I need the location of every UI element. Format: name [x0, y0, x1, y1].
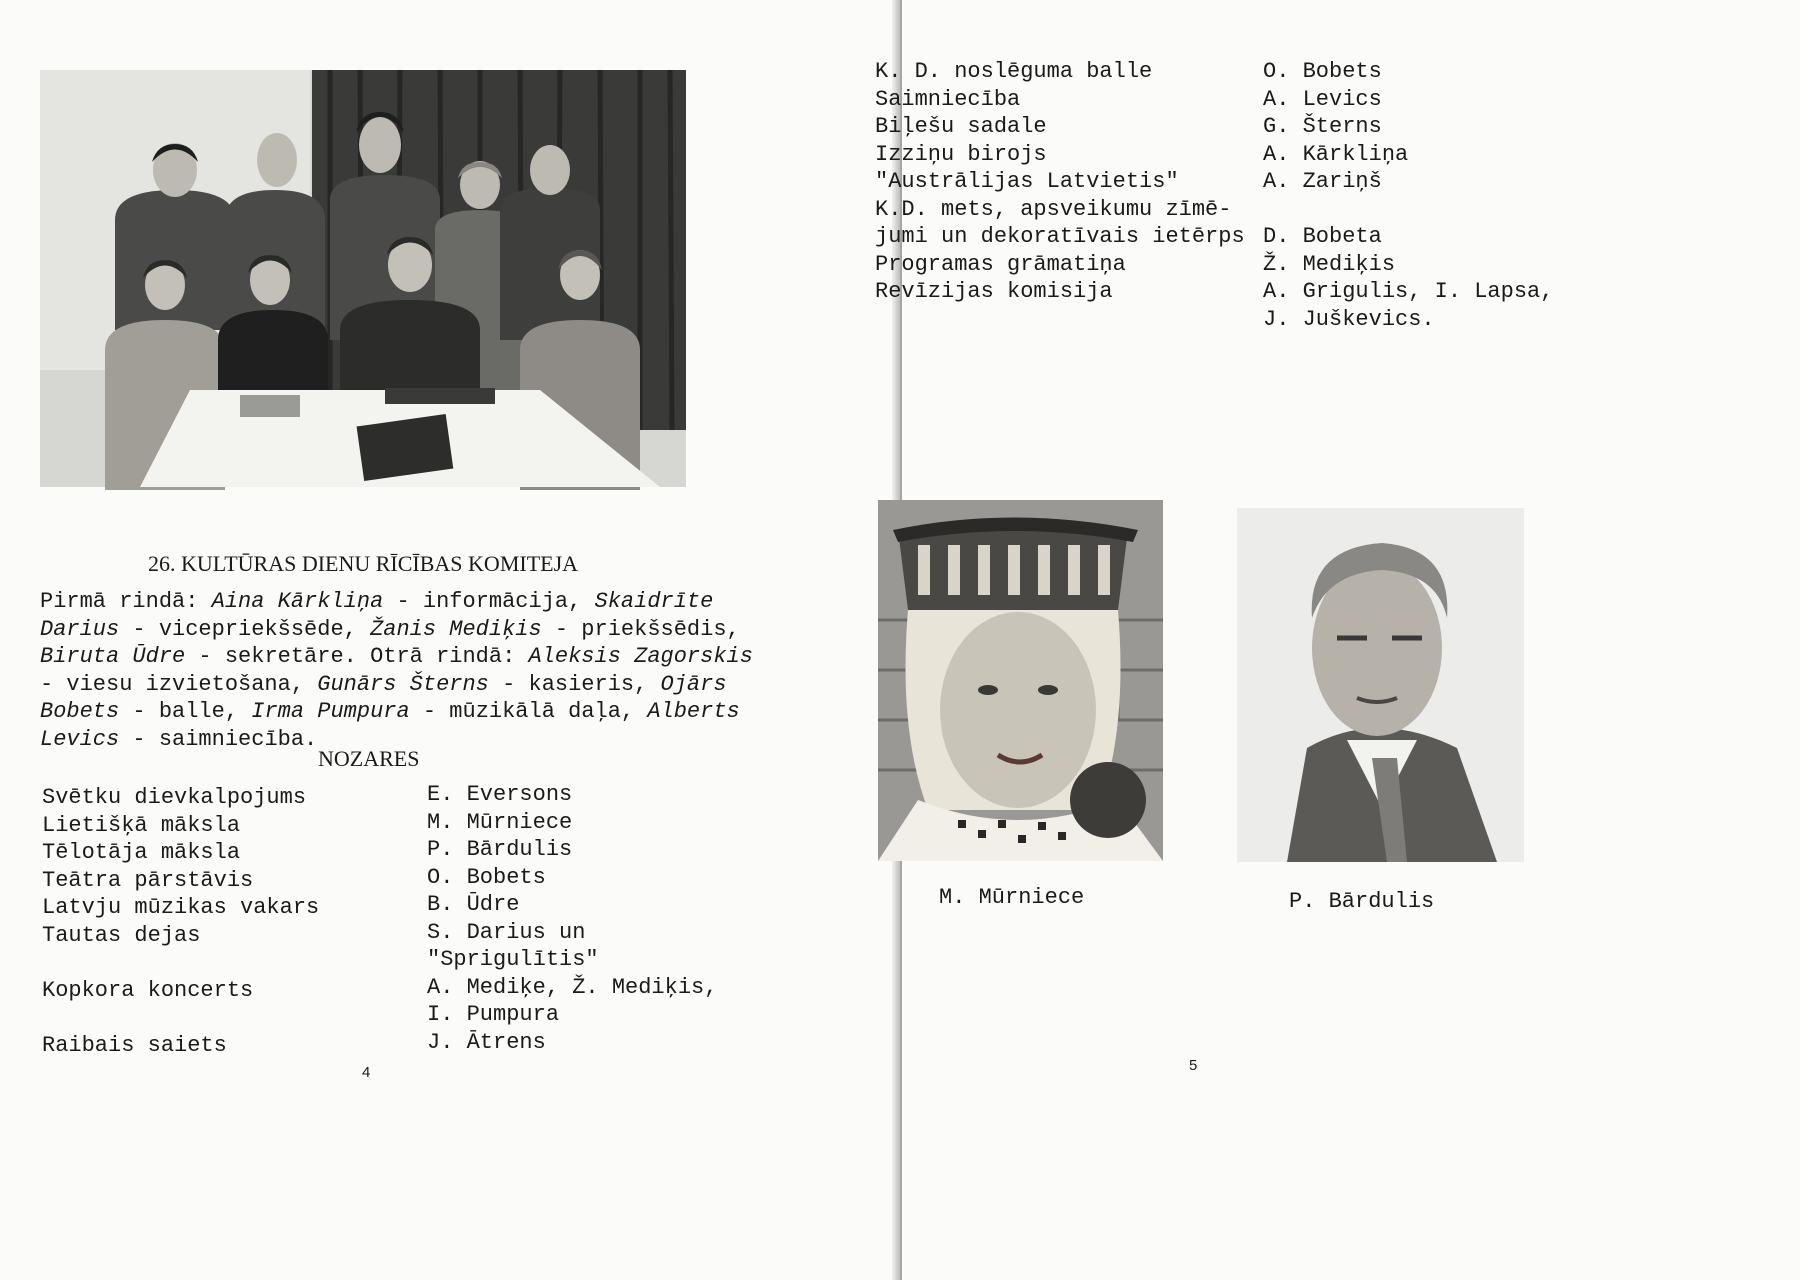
nozare-person: J. Ātrens: [427, 1029, 546, 1055]
role-item: Saimniecība: [875, 86, 1021, 112]
portrait-bardulis: [1237, 508, 1524, 862]
nozares-activities-list: [42, 784, 319, 1059]
nozare-person: P. Bārdulis: [427, 837, 573, 862]
nozare-activity: Tēlotāja māksla: [42, 840, 241, 865]
roles-persons-list: [1263, 58, 1553, 333]
caption-name: Aleksis Zagorskis: [528, 644, 753, 669]
role-person: G. Šterns: [1263, 114, 1382, 139]
caption-name: Irma Pumpura: [251, 699, 410, 724]
caption-text: Pirmā rindā:: [40, 589, 212, 614]
page-number-right: 5: [1189, 1057, 1198, 1074]
caption-name: Levics: [40, 726, 120, 752]
caption-text: - kasieris,: [488, 671, 661, 697]
role-person: A. Kārkliņa: [1263, 141, 1409, 167]
nozare-person: S. Darius un: [427, 919, 586, 945]
nozare-activity: Tautas dejas: [42, 922, 201, 948]
caption-text: - saimniecība.: [119, 726, 318, 752]
page-number-left: 4: [362, 1064, 371, 1081]
nozare-activity: [42, 949, 319, 977]
caption-name: Biruta Ūdre: [40, 644, 186, 669]
caption-line: [40, 698, 753, 726]
nozare-person: M. Mūrniece: [427, 809, 573, 835]
role-person: D. Bobeta: [1263, 224, 1382, 249]
caption-name: Aina Kārkliņa: [211, 589, 384, 614]
caption-name: Skaidrīte: [594, 589, 714, 614]
nozare-person: A. Mediķe, Ž. Mediķis,: [427, 974, 718, 1000]
role-person: [1263, 196, 1553, 224]
role-item: K.D. mets, apsveikumu zīmē-: [875, 196, 1232, 222]
role-person: A. Grigulis, I. Lapsa,: [1263, 279, 1554, 304]
caption-text: - mūzikālā daļa,: [409, 699, 648, 724]
nozare-person: O. Bobets: [427, 864, 546, 890]
role-person: Ž. Mediķis: [1263, 251, 1396, 277]
portrait-caption-bardulis: P. Bārdulis: [1289, 889, 1435, 914]
role-item: jumi un dekoratīvais ietērps: [875, 224, 1245, 249]
caption-title: 26. KULTŪRAS DIENU RĪCĪBAS KOMITEJA: [148, 551, 579, 576]
nozare-activity: Raibais saiets: [42, 1032, 227, 1058]
role-person: J. Juškevics.: [1263, 306, 1435, 332]
nozare-person: I. Pumpura: [427, 1002, 560, 1027]
nozare-activity: Teātra pārstāvis: [42, 867, 254, 893]
left-page: [0, 0, 898, 1280]
caption-name: Ojārs: [660, 671, 727, 697]
section-heading-nozares: NOZARES: [318, 746, 420, 771]
role-person: A. Zariņš: [1263, 169, 1382, 194]
caption-line: [40, 588, 753, 616]
caption-line: [40, 643, 753, 671]
nozare-activity: Latvju mūzikas vakars: [42, 895, 320, 920]
nozares-persons-list: [427, 781, 717, 1056]
caption-text: - informācija,: [383, 589, 595, 614]
committee-caption: [40, 588, 753, 753]
caption-line: [40, 616, 753, 644]
caption-text: - sekretāre. Otrā rindā:: [185, 644, 529, 669]
nozare-activity: Kopkora koncerts: [42, 977, 254, 1003]
role-item: Revīzijas komisija: [875, 279, 1113, 304]
nozare-activity: Svētku dievkalpojums: [42, 785, 307, 810]
role-item: Programas grāmatiņa: [875, 251, 1126, 277]
nozare-person: "Sprigulītis": [427, 947, 599, 972]
nozare-activity: [42, 1004, 319, 1032]
caption-name: Gunārs Šterns: [317, 671, 489, 697]
caption-text: - viesu izvietošana,: [40, 671, 318, 697]
caption-name: Bobets: [40, 699, 120, 724]
caption-text: - balle,: [119, 699, 252, 724]
caption-name: Žanis Mediķis: [370, 616, 542, 642]
caption-text: - priekšsēdis,: [541, 616, 740, 642]
caption-name: Darius: [40, 616, 120, 642]
role-person: A. Levics: [1263, 86, 1382, 112]
caption-name: Alberts: [647, 699, 740, 724]
caption-text: - vicepriekšsēde,: [119, 616, 371, 642]
nozare-person: E. Eversons: [427, 782, 573, 807]
role-item: "Austrālijas Latvietis": [875, 169, 1179, 194]
nozare-person: B. Ūdre: [427, 892, 520, 917]
role-item: K. D. noslēguma balle: [875, 59, 1153, 84]
committee-group-photo: [40, 70, 686, 487]
caption-line: [40, 671, 753, 699]
portrait-caption-murniece: M. Mūrniece: [939, 885, 1085, 910]
role-person: O. Bobets: [1263, 59, 1382, 84]
portrait-murniece: [878, 500, 1163, 861]
right-page: [875, 0, 1800, 1280]
role-item: Izziņu birojs: [875, 141, 1047, 167]
roles-list: [875, 58, 1245, 306]
role-item: Biļešu sadale: [875, 114, 1047, 139]
nozare-activity: Lietišķā māksla: [42, 812, 241, 838]
